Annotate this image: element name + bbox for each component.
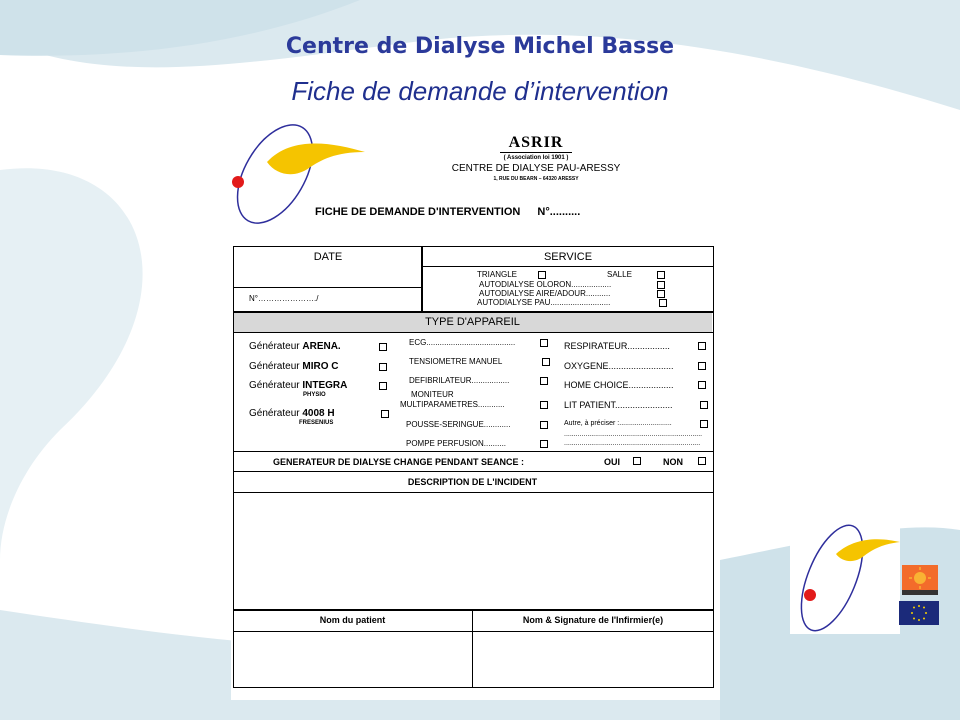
nurse-signature-field[interactable] (474, 632, 711, 685)
generator-miroc: Générateur MIRO C (249, 361, 339, 372)
item-tensiometre: TENSIOMETRE MANUEL (409, 357, 503, 366)
oui-label: OUI (604, 457, 621, 467)
respirateur-checkbox[interactable] (698, 342, 706, 350)
org-assoc: ( Association loi 1901 ) (503, 155, 569, 161)
pompe-checkbox[interactable] (540, 440, 548, 448)
form-heading-text: FICHE DE DEMANDE D'INTERVENTION (315, 206, 521, 218)
service-oloron: AUTODIALYSE OLORON.................. (479, 280, 612, 289)
4008h-checkbox[interactable] (381, 410, 389, 418)
tensiometre-checkbox[interactable] (542, 358, 550, 366)
item-defibrilateur: DEFIBRILATEUR................. (409, 376, 510, 385)
oloron-checkbox[interactable] (657, 281, 665, 289)
ecg-checkbox[interactable] (540, 339, 548, 347)
type-appareil-header: TYPE D'APPAREIL (425, 316, 520, 328)
service-aire: AUTODIALYSE AIRE/ADOUR........... (479, 289, 611, 298)
4008h-sub: FRESENIUS (299, 420, 334, 426)
nurse-signature-header: Nom & Signature de l'Infirmier(e) (522, 615, 664, 625)
patient-name-header: Nom du patient (319, 615, 386, 625)
item-home-choice: HOME CHOICE.................. (564, 380, 674, 390)
aire-checkbox[interactable] (657, 290, 665, 298)
logo-card (790, 518, 900, 634)
oxygene-checkbox[interactable] (698, 362, 706, 370)
arena-checkbox[interactable] (379, 343, 387, 351)
form-number: N°.......... (537, 206, 581, 218)
item-ecg: ECG........................................ (409, 338, 516, 347)
autre-line-1[interactable]: ....................................................................... (564, 431, 703, 438)
org-centre: CENTRE DE DIALYSE PAU-ARESSY (451, 163, 621, 174)
non-label: NON (663, 457, 683, 467)
description-header: DESCRIPTION DE L'INCIDENT (407, 477, 538, 487)
org-name: ASRIR (426, 134, 646, 153)
service-pau: AUTODIALYSE PAU........................... (477, 298, 611, 307)
item-multiparametres: MULTIPARAMETRES............ (400, 400, 505, 409)
slide-subtitle: Fiche de demande d’intervention (291, 76, 669, 106)
item-autre: Autre, à préciser :........................... (564, 420, 672, 427)
description-area[interactable] (234, 493, 712, 609)
generator-changed-label: GENERATEUR DE DIALYSE CHANGE PENDANT SEANCE : (273, 457, 525, 467)
org-header (426, 134, 646, 182)
salle-checkbox[interactable] (657, 271, 665, 279)
pousse-checkbox[interactable] (540, 421, 548, 429)
eu-flag-icon (899, 601, 939, 625)
sun-badge-icon (902, 565, 938, 595)
generator-arena: Générateur ARENA. (249, 341, 341, 352)
item-pompe-perfusion: POMPE PERFUSION.......... (406, 439, 507, 448)
triangle-checkbox[interactable] (538, 271, 546, 279)
integra-sub: PHYSIO (303, 392, 326, 398)
generator-integra: Générateur INTEGRA (249, 380, 348, 391)
autre-checkbox[interactable] (700, 420, 708, 428)
item-oxygene: OXYGENE.......................... (564, 361, 674, 371)
item-lit-patient: LIT PATIENT....................... (564, 400, 673, 410)
oui-checkbox[interactable] (633, 457, 641, 465)
defibrilateur-checkbox[interactable] (540, 377, 548, 385)
pau-checkbox[interactable] (659, 299, 667, 307)
date-header: DATE (313, 251, 343, 263)
form-heading (315, 206, 580, 218)
intervention-form (231, 118, 720, 700)
item-moniteur: MONITEUR (411, 390, 454, 399)
asrir-small-logo-icon (790, 518, 900, 634)
slide-title: Centre de Dialyse Michel Basse (285, 34, 675, 59)
generator-4008h: Générateur 4008 H (249, 408, 335, 419)
service-triangle: TRIANGLE (477, 270, 518, 279)
non-checkbox[interactable] (698, 457, 706, 465)
number-field[interactable]: N°…………………./ (249, 294, 319, 303)
lit-patient-checkbox[interactable] (700, 401, 708, 409)
service-header: SERVICE (543, 251, 593, 263)
miroc-checkbox[interactable] (379, 363, 387, 371)
home-choice-checkbox[interactable] (698, 381, 706, 389)
org-address: 1, RUE DU BEARN – 64320 ARESSY (493, 176, 579, 182)
service-salle: SALLE (607, 270, 632, 279)
integra-checkbox[interactable] (379, 382, 387, 390)
item-pousse-seringue: POUSSE-SERINGUE............ (406, 420, 511, 429)
multiparametres-checkbox[interactable] (540, 401, 548, 409)
item-respirateur: RESPIRATEUR................. (564, 341, 670, 351)
autre-line-2[interactable]: ...................................................................... (564, 440, 701, 447)
patient-name-field[interactable] (234, 632, 471, 685)
